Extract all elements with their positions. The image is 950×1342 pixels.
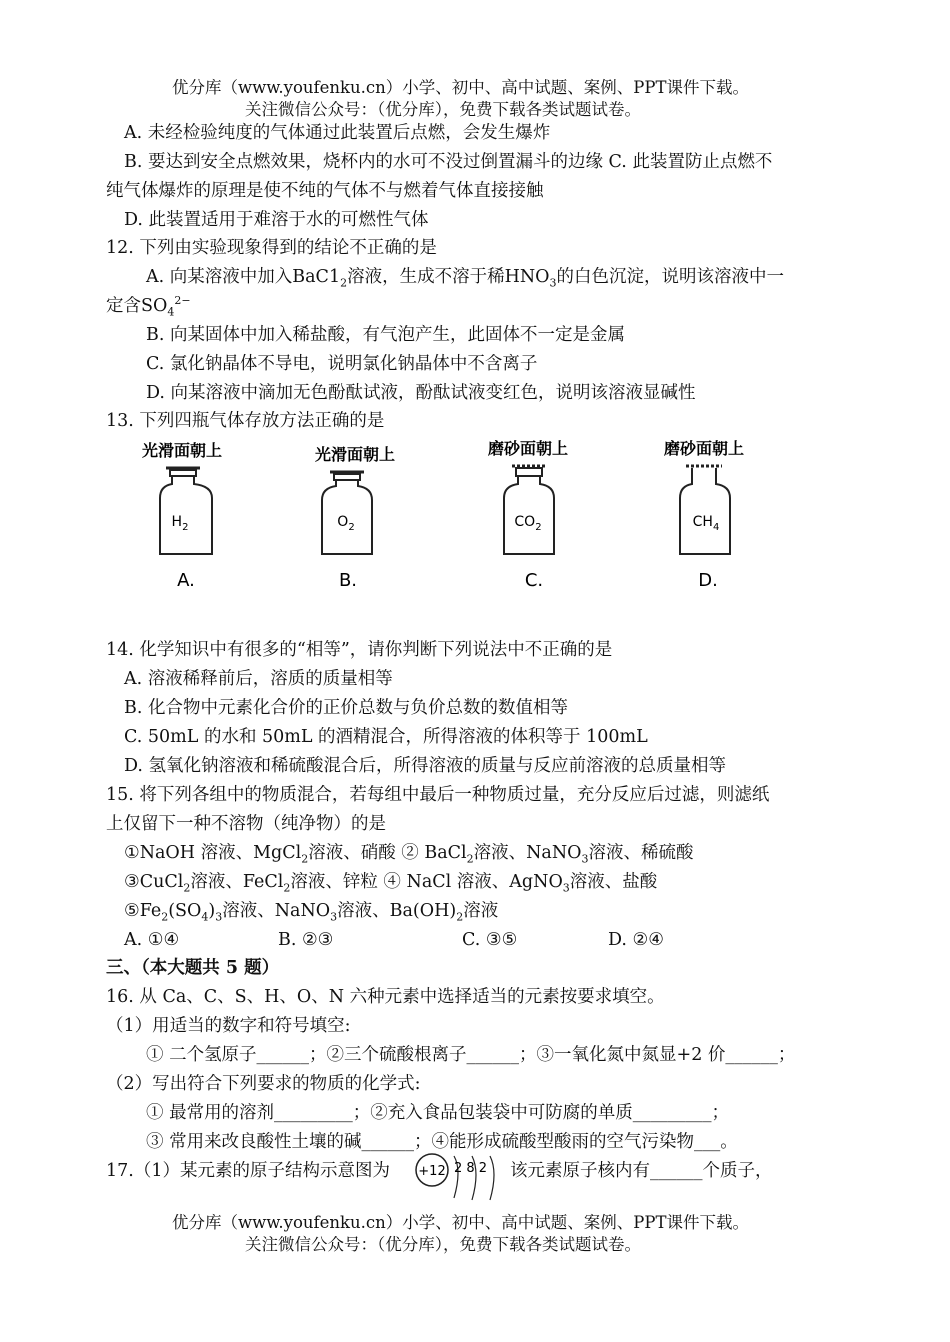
q15-option-d: D. ②④ [608, 930, 664, 950]
gas-bottles-figure [100, 436, 820, 606]
q15-option-c: C. ③⑤ [462, 930, 518, 950]
bottle-d [664, 439, 744, 591]
q14-option-c: C. 50mL 的水和 50mL 的酒精混合，所得溶液的体积等于 100mL [124, 727, 648, 747]
q12-option-b: B. 向某固体中加入稀盐酸，有气泡产生，此固体不一定是金属 [146, 325, 625, 345]
q15-stem: 15. 将下列各组中的物质混合，若每组中最后一种物质过量，充分反应后过滤，则滤纸 [106, 785, 770, 805]
q15-groups-3-4: ③CuCl$_2$溶液、FeCl$_2$溶液、锌粒 ④ NaCl 溶液、AgNO$_3$溶液、盐酸 [124, 872, 658, 895]
q13-stem: 13. 下列四瓶气体存放方法正确的是 [106, 411, 385, 431]
bottle-a-gas: $H_2$ [171, 514, 189, 533]
bottle-c [488, 439, 568, 591]
q15-stem-cont: 上仅留下一种不溶物（纯净物）的是 [106, 814, 386, 834]
q14-option-b: B. 化合物中元素化合价的正价总数与负价总数的数值相等 [124, 698, 568, 718]
atom-shell-electrons: 2 8 2 [454, 1161, 488, 1176]
bottle-c-gas: $CO_2$ [514, 514, 542, 533]
footer-line-1: 优分库（www.youfenku.cn）小学、初中、高中试题、案例、PPT课件下载。 [172, 1213, 749, 1232]
atom-structure-diagram [414, 1150, 514, 1210]
q12-option-d: D. 向某溶液中滴加无色酚酞试液，酚酞试液变红色，说明该溶液显碱性 [146, 383, 696, 403]
bottle-b [315, 445, 395, 591]
q14-option-a: A. 溶液稀释前后，溶质的质量相等 [124, 669, 393, 689]
bottle-a-label: 光滑面朝上 [141, 441, 223, 460]
q14-option-d: D. 氢氧化钠溶液和稀硫酸混合后，所得溶液的质量与反应前溶液的总质量相等 [124, 756, 727, 776]
q11-option-b-cont: 纯气体爆炸的原理是使不纯的气体不与燃着气体直接接触 [106, 181, 544, 201]
header-line-2: 关注微信公众号：（优分库），免费下载各类试题试卷。 [245, 100, 641, 119]
bottle-d-label: 磨砂面朝上 [663, 439, 745, 458]
q16-part-2-b: ③ 常用来改良酸性土壤的碱______；④能形成硫酸型酸雨的空气污染物___。 [146, 1132, 738, 1152]
q15-option-a: A. ①④ [124, 930, 180, 950]
q11-option-b: B. 要达到安全点燃效果，烧杯内的水可不没过倒置漏斗的边缘 C. 此装置防止点燃不 [124, 152, 773, 172]
q11-option-a: A. 未经检验纯度的气体通过此装置后点燃，会发生爆炸 [124, 123, 551, 143]
q15-groups-1-2: ①NaOH 溶液、MgCl$_2$溶液、硝酸 ② BaCl$_2$溶液、NaNO$_3$溶液、稀硫酸 [124, 843, 694, 866]
q12-option-a-cont: 定含$SO_4^{2-}$ [106, 294, 191, 319]
bottle-d-gas: $CH_4$ [692, 514, 720, 533]
q16-part-1: （1）用适当的数字和符号填空: [106, 1016, 351, 1036]
q11-option-d: D. 此装置适用于难溶于水的可燃性气体 [124, 210, 429, 230]
footer-line-2: 关注微信公众号：（优分库），免费下载各类试题试卷。 [245, 1235, 641, 1254]
q17-stem-post: 该元素原子核内有______个质子， [510, 1161, 773, 1181]
q16-stem: 16. 从 Ca、C、S、H、O、N 六种元素中选择适当的元素按要求填空。 [106, 987, 665, 1007]
q16-part-2: （2）写出符合下列要求的物质的化学式: [106, 1074, 421, 1094]
q16-part-1-items: ① 二个氢原子______；②三个硫酸根离子______；③一氧化氮中氮显+2 价______； [146, 1045, 796, 1065]
q16-part-2-a: ① 最常用的溶剂_________；②充入食品包装袋中可防腐的单质_________； [146, 1103, 730, 1123]
bottle-c-letter: C. [524, 570, 544, 591]
bottle-c-label: 磨砂面朝上 [487, 439, 569, 458]
q15-group-5: $⑤Fe_2(SO_4)_3$溶液、NaNO$_3$溶液、$Ba(OH)_2$溶液 [124, 901, 499, 924]
q12-stem: 12. 下列由实验现象得到的结论不正确的是 [106, 238, 437, 258]
q12-option-a: A. 向某溶液中加入$BaC1_2$溶液，生成不溶于稀$HNO_3$的白色沉淀，说明该溶液中一 [146, 267, 785, 290]
q14-stem: 14. 化学知识中有很多的“相等”，请你判断下列说法中不正确的是 [106, 640, 613, 660]
bottle-d-letter: D. [698, 570, 718, 591]
q15-option-b: B. ②③ [278, 930, 334, 950]
bottle-b-label: 光滑面朝上 [314, 445, 396, 464]
header-line-1: 优分库（www.youfenku.cn）小学、初中、高中试题、案例、PPT课件下载。 [172, 78, 749, 97]
section-3-heading: 三、（本大题共 5 题） [106, 958, 280, 978]
q12-option-c: C. 氯化钠晶体不导电，说明氯化钠晶体中不含离子 [146, 354, 538, 374]
q17-stem-pre: 17.（1）某元素的原子结构示意图为 [106, 1161, 390, 1181]
bottle-b-gas: $O_2$ [337, 514, 355, 533]
bottle-b-letter: B. [338, 570, 358, 591]
bottle-a [142, 441, 222, 591]
atom-nucleus-charge: +12 [418, 1164, 446, 1179]
bottle-a-letter: A. [177, 570, 195, 591]
